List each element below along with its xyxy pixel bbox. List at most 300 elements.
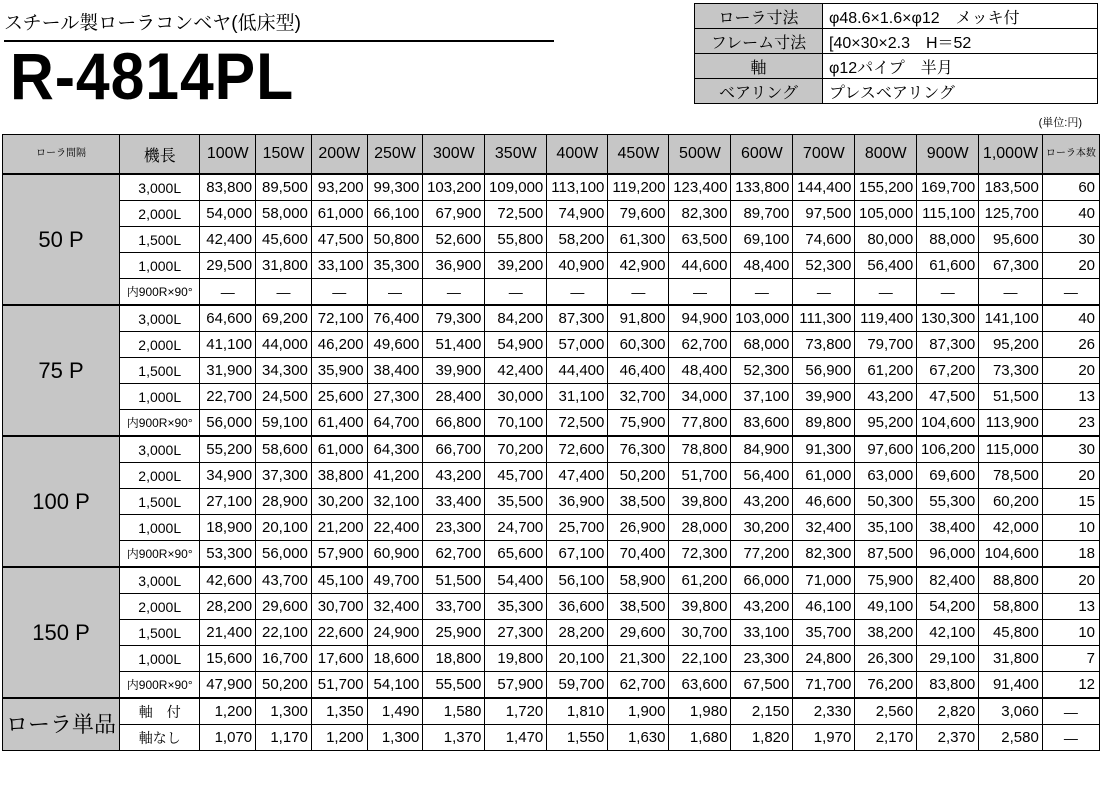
price-cell: 22,400 <box>367 515 423 541</box>
price-cell: 97,600 <box>855 436 917 463</box>
price-cell: 29,500 <box>200 253 256 279</box>
roller-count-cell: 15 <box>1042 489 1099 515</box>
price-cell: 155,200 <box>855 174 917 201</box>
price-cell: 33,400 <box>423 489 485 515</box>
length-cell: 1,000L <box>120 384 200 410</box>
price-cell: 111,300 <box>793 305 855 332</box>
price-cell: 43,200 <box>423 463 485 489</box>
price-cell: — <box>200 279 256 306</box>
spec-value: φ48.6×1.6×φ12 メッキ付 <box>823 4 1098 29</box>
roller-count-cell: — <box>1042 698 1099 725</box>
length-cell: 2,000L <box>120 463 200 489</box>
price-cell: 22,600 <box>311 620 367 646</box>
price-cell: 43,200 <box>731 489 793 515</box>
price-cell: 25,700 <box>547 515 608 541</box>
table-row <box>3 515 1100 541</box>
price-cell: — <box>423 279 485 306</box>
price-cell: 64,700 <box>367 410 423 437</box>
length-cell: 1,500L <box>120 358 200 384</box>
spec-label: フレーム寸法 <box>695 29 823 54</box>
length-cell: 内900R×90° <box>120 279 200 306</box>
length-cell: 内900R×90° <box>120 541 200 568</box>
price-cell: 30,200 <box>311 489 367 515</box>
length-cell: 3,000L <box>120 174 200 201</box>
table-row <box>3 463 1100 489</box>
price-cell: — <box>731 279 793 306</box>
price-cell: 33,100 <box>311 253 367 279</box>
price-cell: 22,100 <box>256 620 312 646</box>
price-cell: 59,100 <box>256 410 312 437</box>
price-cell: 61,000 <box>793 463 855 489</box>
price-cell: 30,000 <box>485 384 547 410</box>
length-cell: 軸 付 <box>120 698 200 725</box>
price-cell: 26,900 <box>608 515 669 541</box>
price-cell: 72,600 <box>547 436 608 463</box>
pitch-header: ローラ間隔 <box>3 135 120 175</box>
price-cell: 56,900 <box>793 358 855 384</box>
spec-value: φ12パイプ 半月 <box>823 54 1098 79</box>
price-cell: 41,100 <box>200 332 256 358</box>
length-cell: 1,500L <box>120 227 200 253</box>
price-cell: 44,400 <box>547 358 608 384</box>
price-cell: 71,700 <box>793 672 855 699</box>
price-cell: 61,300 <box>608 227 669 253</box>
price-cell: 38,400 <box>367 358 423 384</box>
price-cell: 31,900 <box>200 358 256 384</box>
price-cell: 35,900 <box>311 358 367 384</box>
price-cell: 62,700 <box>669 332 731 358</box>
price-cell: 67,500 <box>731 672 793 699</box>
table-row <box>3 725 1100 751</box>
price-cell: 56,400 <box>731 463 793 489</box>
price-cell: 70,200 <box>485 436 547 463</box>
price-cell: 28,200 <box>547 620 608 646</box>
price-cell: 70,400 <box>608 541 669 568</box>
length-cell: 1,500L <box>120 489 200 515</box>
price-cell: 39,200 <box>485 253 547 279</box>
spec-table <box>694 3 1098 104</box>
price-cell: 87,300 <box>547 305 608 332</box>
price-cell: 72,300 <box>669 541 731 568</box>
price-cell: 18,800 <box>423 646 485 672</box>
price-cell: 1,970 <box>793 725 855 751</box>
price-cell: 34,900 <box>200 463 256 489</box>
price-cell: 3,060 <box>979 698 1043 725</box>
price-cell: 58,000 <box>256 201 312 227</box>
roller-count-cell: 10 <box>1042 620 1099 646</box>
price-cell: 103,200 <box>423 174 485 201</box>
price-cell: 66,800 <box>423 410 485 437</box>
price-cell: 84,200 <box>485 305 547 332</box>
price-cell: — <box>256 279 312 306</box>
price-cell: 19,800 <box>485 646 547 672</box>
price-cell: 2,150 <box>731 698 793 725</box>
price-cell: 51,700 <box>669 463 731 489</box>
price-cell: 23,300 <box>423 515 485 541</box>
table-row <box>3 253 1100 279</box>
price-cell: 25,900 <box>423 620 485 646</box>
price-cell: 60,300 <box>608 332 669 358</box>
price-cell: 34,300 <box>256 358 312 384</box>
table-row <box>3 227 1100 253</box>
width-header: 1,000W <box>979 135 1043 175</box>
price-cell: 58,200 <box>547 227 608 253</box>
length-cell: 1,000L <box>120 646 200 672</box>
price-cell: 95,600 <box>979 227 1043 253</box>
price-cell: 44,000 <box>256 332 312 358</box>
price-cell: 46,400 <box>608 358 669 384</box>
table-row <box>3 174 1100 201</box>
price-cell: 58,800 <box>979 594 1043 620</box>
price-cell: 21,200 <box>311 515 367 541</box>
price-cell: 74,900 <box>547 201 608 227</box>
width-header: 300W <box>423 135 485 175</box>
price-cell: 38,400 <box>917 515 979 541</box>
price-cell: 42,400 <box>200 227 256 253</box>
price-cell: 83,800 <box>200 174 256 201</box>
price-cell: 115,100 <box>917 201 979 227</box>
price-cell: 35,500 <box>485 489 547 515</box>
price-cell: 36,600 <box>547 594 608 620</box>
price-cell: 67,100 <box>547 541 608 568</box>
price-cell: 57,900 <box>485 672 547 699</box>
price-cell: 68,000 <box>731 332 793 358</box>
spec-row <box>695 79 1098 104</box>
price-cell: 25,600 <box>311 384 367 410</box>
price-cell: 73,300 <box>979 358 1043 384</box>
price-cell: 29,600 <box>256 594 312 620</box>
table-row <box>3 384 1100 410</box>
price-cell: 31,800 <box>256 253 312 279</box>
price-cell: 125,700 <box>979 201 1043 227</box>
price-cell: 21,300 <box>608 646 669 672</box>
width-header: 350W <box>485 135 547 175</box>
spec-row <box>695 29 1098 54</box>
price-cell: 91,800 <box>608 305 669 332</box>
price-cell: 2,370 <box>917 725 979 751</box>
width-header: 200W <box>311 135 367 175</box>
price-cell: 76,400 <box>367 305 423 332</box>
price-cell: 36,900 <box>547 489 608 515</box>
price-cell: 50,200 <box>256 672 312 699</box>
price-cell: 42,900 <box>608 253 669 279</box>
price-cell: 82,300 <box>669 201 731 227</box>
price-cell: 28,000 <box>669 515 731 541</box>
price-cell: 54,400 <box>485 567 547 594</box>
price-cell: 45,700 <box>485 463 547 489</box>
price-cell: 51,500 <box>423 567 485 594</box>
price-cell: 24,700 <box>485 515 547 541</box>
subtitle: スチール製ローラコンベヤ(低床型) <box>4 13 301 34</box>
price-cell: 48,400 <box>669 358 731 384</box>
price-cell: 64,600 <box>200 305 256 332</box>
price-cell: 32,400 <box>793 515 855 541</box>
price-cell: 35,300 <box>485 594 547 620</box>
roller-count-cell: 30 <box>1042 436 1099 463</box>
width-header: 250W <box>367 135 423 175</box>
price-cell: 61,200 <box>855 358 917 384</box>
price-cell: 20,100 <box>547 646 608 672</box>
price-cell: 50,300 <box>855 489 917 515</box>
price-cell: 60,900 <box>367 541 423 568</box>
table-row <box>3 698 1100 725</box>
price-cell: 72,500 <box>547 410 608 437</box>
price-cell: 115,000 <box>979 436 1043 463</box>
price-cell: 55,200 <box>200 436 256 463</box>
price-cell: 91,300 <box>793 436 855 463</box>
spec-label: ベアリング <box>695 79 823 104</box>
length-cell: 2,000L <box>120 332 200 358</box>
price-cell: 47,500 <box>917 384 979 410</box>
price-cell: 42,000 <box>979 515 1043 541</box>
pitch-group-label: 50 P <box>3 174 120 305</box>
price-cell: 54,000 <box>200 201 256 227</box>
price-cell: 55,500 <box>423 672 485 699</box>
price-cell: 38,200 <box>855 620 917 646</box>
length-cell: 2,000L <box>120 201 200 227</box>
price-cell: — <box>547 279 608 306</box>
width-header: 400W <box>547 135 608 175</box>
price-cell: 67,300 <box>979 253 1043 279</box>
price-cell: 27,300 <box>367 384 423 410</box>
price-cell: 73,800 <box>793 332 855 358</box>
table-row <box>3 567 1100 594</box>
price-cell: 45,100 <box>311 567 367 594</box>
table-row <box>3 594 1100 620</box>
price-cell: 56,100 <box>547 567 608 594</box>
table-row <box>3 410 1100 437</box>
price-cell: 56,000 <box>200 410 256 437</box>
width-header: 800W <box>855 135 917 175</box>
table-row <box>3 620 1100 646</box>
price-cell: 42,100 <box>917 620 979 646</box>
roller-count-cell: 60 <box>1042 174 1099 201</box>
price-cell: 88,000 <box>917 227 979 253</box>
price-cell: 41,200 <box>367 463 423 489</box>
price-cell: 46,200 <box>311 332 367 358</box>
price-cell: 39,900 <box>793 384 855 410</box>
price-cell: 61,000 <box>311 436 367 463</box>
price-cell: 1,980 <box>669 698 731 725</box>
price-cell: 1,470 <box>485 725 547 751</box>
price-cell: 93,200 <box>311 174 367 201</box>
roller-count-cell: 23 <box>1042 410 1099 437</box>
price-cell: 99,300 <box>367 174 423 201</box>
price-cell: 1,070 <box>200 725 256 751</box>
price-cell: 83,800 <box>917 672 979 699</box>
price-cell: 43,200 <box>855 384 917 410</box>
price-cell: 66,000 <box>731 567 793 594</box>
length-header: 機長 <box>120 135 200 175</box>
price-cell: 45,800 <box>979 620 1043 646</box>
roller-count-cell: — <box>1042 279 1099 306</box>
price-cell: 31,800 <box>979 646 1043 672</box>
price-cell: 18,900 <box>200 515 256 541</box>
price-cell: — <box>367 279 423 306</box>
price-cell: — <box>669 279 731 306</box>
roller-count-cell: 10 <box>1042 515 1099 541</box>
price-cell: 76,200 <box>855 672 917 699</box>
roller-count-cell: 40 <box>1042 201 1099 227</box>
spec-label: 軸 <box>695 54 823 79</box>
price-cell: 28,200 <box>200 594 256 620</box>
price-cell: 141,100 <box>979 305 1043 332</box>
roller-count-cell: 20 <box>1042 463 1099 489</box>
price-cell: 78,500 <box>979 463 1043 489</box>
roller-count-cell: 26 <box>1042 332 1099 358</box>
price-cell: 62,700 <box>608 672 669 699</box>
price-cell: 39,900 <box>423 358 485 384</box>
price-cell: 47,900 <box>200 672 256 699</box>
price-cell: 29,100 <box>917 646 979 672</box>
price-cell: 66,100 <box>367 201 423 227</box>
price-cell: 46,600 <box>793 489 855 515</box>
price-cell: 30,200 <box>731 515 793 541</box>
price-cell: 113,100 <box>547 174 608 201</box>
price-cell: 54,100 <box>367 672 423 699</box>
price-cell: 1,810 <box>547 698 608 725</box>
price-cell: 61,400 <box>311 410 367 437</box>
price-cell: 119,200 <box>608 174 669 201</box>
price-cell: 20,100 <box>256 515 312 541</box>
price-cell: 61,000 <box>311 201 367 227</box>
price-cell: 43,200 <box>731 594 793 620</box>
price-cell: 22,100 <box>669 646 731 672</box>
table-row <box>3 332 1100 358</box>
length-cell: 内900R×90° <box>120 410 200 437</box>
price-cell: 63,000 <box>855 463 917 489</box>
price-cell: 45,600 <box>256 227 312 253</box>
price-cell: 22,700 <box>200 384 256 410</box>
price-cell: 1,720 <box>485 698 547 725</box>
price-cell: 67,200 <box>917 358 979 384</box>
roller-count-cell: — <box>1042 725 1099 751</box>
table-row <box>3 489 1100 515</box>
price-cell: 58,600 <box>256 436 312 463</box>
table-row <box>3 279 1100 306</box>
price-cell: 48,400 <box>731 253 793 279</box>
roller-count-cell: 18 <box>1042 541 1099 568</box>
price-cell: — <box>979 279 1043 306</box>
price-cell: 87,300 <box>917 332 979 358</box>
length-cell: 1,000L <box>120 515 200 541</box>
price-cell: 42,400 <box>485 358 547 384</box>
price-cell: 1,550 <box>547 725 608 751</box>
price-cell: 60,200 <box>979 489 1043 515</box>
roller-count-cell: 20 <box>1042 567 1099 594</box>
price-cell: 33,100 <box>731 620 793 646</box>
price-cell: 28,900 <box>256 489 312 515</box>
price-cell: 133,800 <box>731 174 793 201</box>
price-cell: 1,200 <box>200 698 256 725</box>
price-cell: 52,600 <box>423 227 485 253</box>
price-cell: 43,700 <box>256 567 312 594</box>
price-cell: 50,200 <box>608 463 669 489</box>
price-cell: 61,200 <box>669 567 731 594</box>
price-cell: 1,580 <box>423 698 485 725</box>
price-cell: 16,700 <box>256 646 312 672</box>
price-cell: 1,490 <box>367 698 423 725</box>
pitch-group-label: 75 P <box>3 305 120 436</box>
spec-label: ローラ寸法 <box>695 4 823 29</box>
price-cell: 56,400 <box>855 253 917 279</box>
price-cell: 57,900 <box>311 541 367 568</box>
price-cell: — <box>485 279 547 306</box>
price-cell: 95,200 <box>855 410 917 437</box>
table-row <box>3 201 1100 227</box>
length-cell: 3,000L <box>120 436 200 463</box>
price-cell: 32,400 <box>367 594 423 620</box>
price-cell: 74,600 <box>793 227 855 253</box>
price-cell: 89,500 <box>256 174 312 201</box>
roller-count-cell: 30 <box>1042 227 1099 253</box>
price-cell: 58,900 <box>608 567 669 594</box>
price-cell: 49,600 <box>367 332 423 358</box>
price-cell: 71,000 <box>793 567 855 594</box>
price-cell: 35,700 <box>793 620 855 646</box>
price-cell: 1,820 <box>731 725 793 751</box>
width-header: 700W <box>793 135 855 175</box>
roller-count-cell: 12 <box>1042 672 1099 699</box>
price-cell: 83,600 <box>731 410 793 437</box>
price-cell: 69,200 <box>256 305 312 332</box>
price-cell: 51,400 <box>423 332 485 358</box>
price-cell: 1,630 <box>608 725 669 751</box>
price-cell: 1,370 <box>423 725 485 751</box>
price-cell: 2,820 <box>917 698 979 725</box>
price-cell: — <box>608 279 669 306</box>
price-cell: — <box>917 279 979 306</box>
price-cell: 91,400 <box>979 672 1043 699</box>
price-cell: 97,500 <box>793 201 855 227</box>
roller-count-cell: 13 <box>1042 594 1099 620</box>
price-cell: 106,200 <box>917 436 979 463</box>
price-cell: 2,580 <box>979 725 1043 751</box>
price-cell: 30,700 <box>669 620 731 646</box>
price-cell: 15,600 <box>200 646 256 672</box>
price-cell: 37,300 <box>256 463 312 489</box>
price-cell: 109,000 <box>485 174 547 201</box>
price-cell: 32,700 <box>608 384 669 410</box>
price-cell: 52,300 <box>731 358 793 384</box>
header-row <box>3 135 1100 175</box>
spec-row <box>695 54 1098 79</box>
length-cell: 軸なし <box>120 725 200 751</box>
price-cell: 95,200 <box>979 332 1043 358</box>
width-header: 600W <box>731 135 793 175</box>
price-cell: 54,200 <box>917 594 979 620</box>
price-cell: 130,300 <box>917 305 979 332</box>
width-header: 500W <box>669 135 731 175</box>
price-cell: 87,500 <box>855 541 917 568</box>
price-cell: 79,700 <box>855 332 917 358</box>
price-cell: 51,700 <box>311 672 367 699</box>
price-cell: 63,600 <box>669 672 731 699</box>
pitch-group-label: 100 P <box>3 436 120 567</box>
pitch-group-label: 150 P <box>3 567 120 698</box>
price-cell: 65,600 <box>485 541 547 568</box>
price-cell: 23,300 <box>731 646 793 672</box>
price-cell: 96,000 <box>917 541 979 568</box>
spec-value: [40×30×2.3 H＝52 <box>823 29 1098 54</box>
price-cell: 77,200 <box>731 541 793 568</box>
price-cell: 72,100 <box>311 305 367 332</box>
price-cell: 104,600 <box>917 410 979 437</box>
roller-count-cell: 13 <box>1042 384 1099 410</box>
price-cell: 1,300 <box>367 725 423 751</box>
price-cell: 44,600 <box>669 253 731 279</box>
price-cell: 56,000 <box>256 541 312 568</box>
